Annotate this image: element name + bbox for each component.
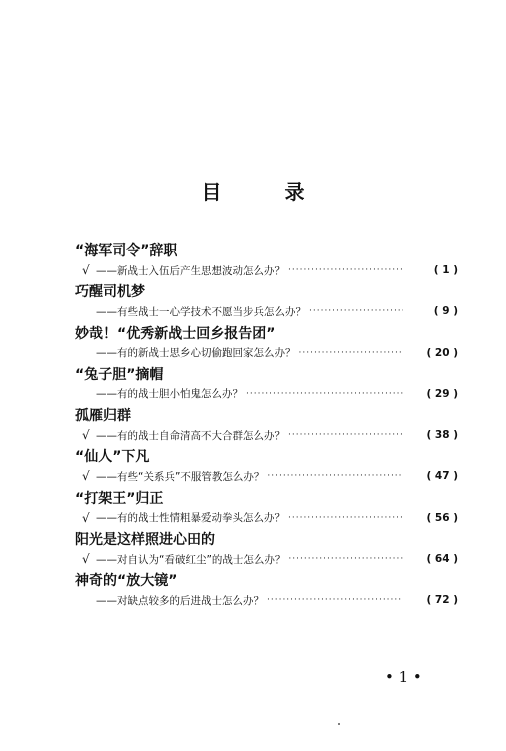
toc-entry [0, 399, 506, 443]
dot-leader [309, 306, 403, 316]
dot-leader [267, 595, 403, 605]
entry-subtitle-line [82, 592, 458, 608]
entry-page-number: ( 29 ) [426, 387, 458, 400]
entry-title: 孤雁归群 [75, 408, 131, 425]
toc-heading: 目 录 [201, 180, 333, 204]
entry-subtitle: ——有的新战士思乡心切偷跑回家怎么办？ [96, 347, 296, 360]
toc-entry [0, 234, 506, 275]
dot-leader [288, 513, 403, 523]
check-mark-icon: √ [82, 469, 90, 484]
entry-subtitle: ——有的战士自命清高不大合群怎么办？ [96, 429, 285, 442]
entry-title: 巧醒司机梦 [75, 284, 145, 301]
toc-entry [0, 440, 506, 484]
entry-subtitle: ——新战士入伍后产生思想波动怎么办？ [96, 264, 285, 277]
toc-entry [0, 482, 506, 523]
check-mark-icon: √ [82, 510, 90, 525]
toc-entry [0, 523, 506, 567]
dot-leader [267, 471, 403, 481]
entry-title: “兔子胆”摘帽 [75, 366, 164, 383]
page-folio: • 1 • [385, 668, 422, 686]
entry-page-number: ( 64 ) [426, 553, 458, 566]
entry-page-number: ( 38 ) [426, 429, 458, 442]
toc-entry [0, 275, 506, 316]
entry-subtitle: ——有些“关系兵”不服管教怎么办？ [96, 470, 265, 483]
entry-page-number: ( 47 ) [426, 470, 458, 483]
entry-subtitle: ——有的战士性情粗暴爱动拳头怎么办？ [96, 512, 285, 525]
entry-subtitle: ——有的战士胆小怕鬼怎么办？ [96, 388, 243, 401]
entry-page-number: ( 56 ) [426, 511, 458, 524]
dot-leader [246, 389, 403, 399]
entry-page-number: ( 1 ) [433, 264, 458, 276]
entry-subtitle: ——对自认为“看破红尘”的战士怎么办？ [96, 553, 286, 566]
toc-entry [0, 358, 506, 399]
check-mark-icon: √ [82, 263, 90, 277]
print-speck [338, 723, 340, 725]
entry-title: 阳光是这样照进心田的 [75, 532, 215, 549]
entry-title: “仙人”下凡 [75, 449, 150, 466]
dot-leader [288, 265, 403, 275]
entry-title: “打架王”归正 [75, 490, 164, 507]
entry-subtitle: ——对缺点较多的后进战士怎么办？ [96, 594, 264, 607]
entry-subtitle: ——有些战士一心学技术不愿当步兵怎么办？ [96, 305, 306, 318]
entry-title: 神奇的“放大镜” [75, 573, 178, 590]
dot-leader [288, 554, 403, 564]
toc-entry [0, 317, 506, 358]
entry-page-number: ( 9 ) [433, 305, 458, 318]
entry-title: “海军司令”辞职 [75, 243, 178, 259]
toc-entry [0, 564, 506, 605]
entry-page-number: ( 20 ) [426, 346, 458, 359]
check-mark-icon: √ [82, 428, 90, 443]
check-mark-icon: √ [82, 552, 90, 567]
dot-leader [288, 430, 403, 440]
dot-leader [299, 348, 404, 358]
entry-title: 妙哉！“优秀新战士回乡报告团” [75, 325, 276, 342]
entry-page-number: ( 72 ) [426, 594, 458, 607]
toc-list [0, 234, 506, 606]
